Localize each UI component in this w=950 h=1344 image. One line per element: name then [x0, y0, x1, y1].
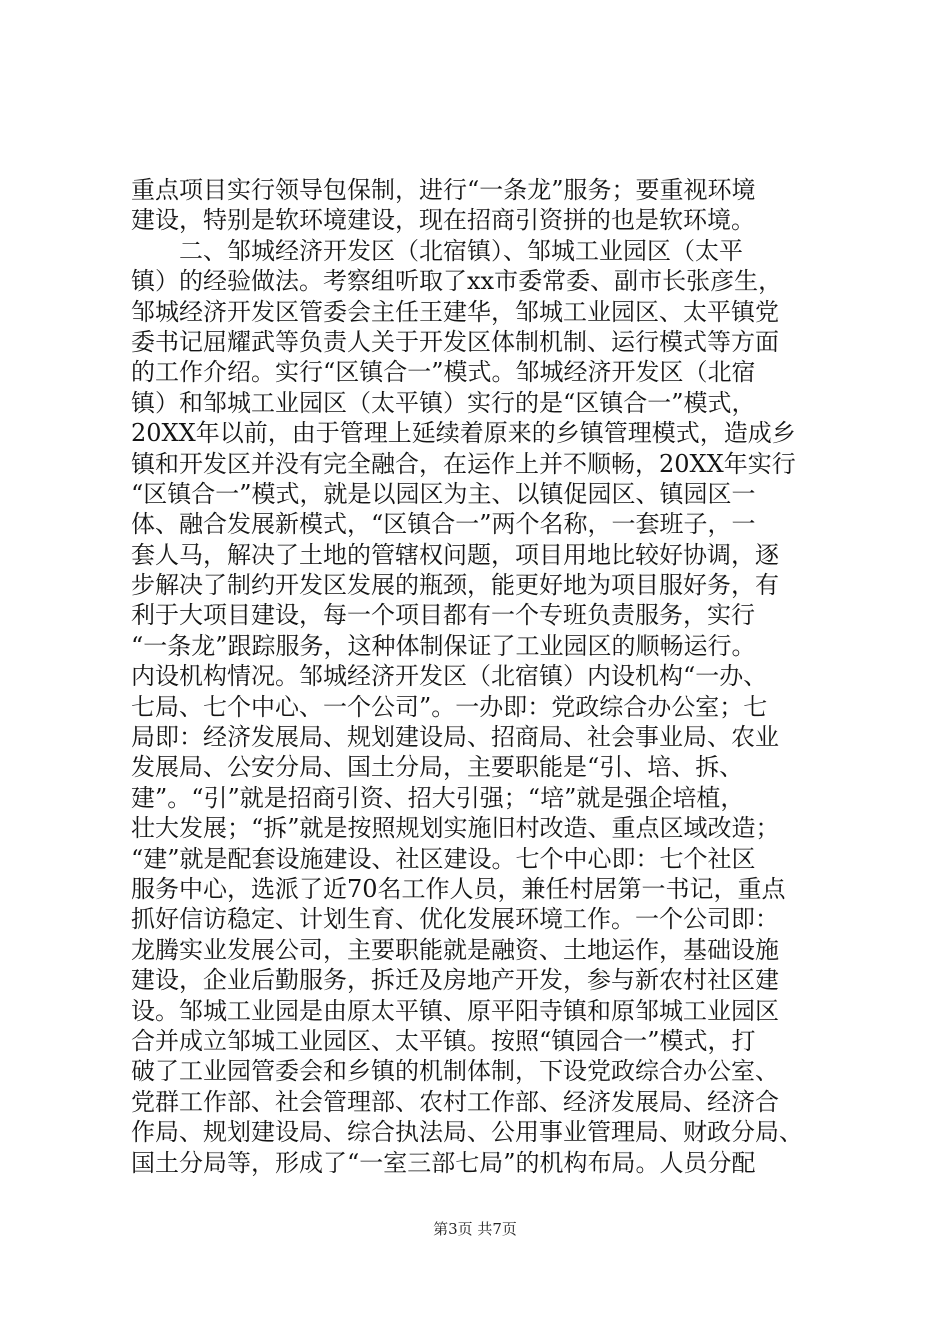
text-line: 抓好信访稳定、计划生育、优化发展环境工作。一个公司即： — [131, 905, 779, 934]
text-line: 设。邹城工业园是由原太平镇、原平阳寺镇和原邹城工业园区 — [131, 996, 779, 1025]
text-line: 发展局、公安分局、国土分局，主要职能是“引、培、拆、 — [131, 753, 744, 782]
body-text — [131, 175, 831, 1178]
text-line: 邹城经济开发区管委会主任王建华，邹城工业园区、太平镇党 — [131, 297, 779, 326]
text-line: 建设，特别是软环境建设，现在招商引资拼的也是软环境。 — [131, 206, 755, 235]
text-line: 党群工作部、社会管理部、农村工作部、经济发展局、经济合 — [131, 1087, 779, 1116]
text-line: 步解决了制约开发区发展的瓶颈，能更好地为项目服好务，有 — [131, 571, 779, 600]
text-line: 利于大项目建设，每一个项目都有一个专班负责服务，实行 — [131, 601, 755, 630]
text-line: 龙腾实业发展公司，主要职能就是融资、土地运作，基础设施 — [131, 935, 779, 964]
text-line: 壮大发展；“拆”就是按照规划实施旧村改造、重点区域改造； — [131, 814, 780, 843]
text-line: 局即：经济发展局、规划建设局、招商局、社会事业局、农业 — [131, 723, 779, 752]
text-line: 建”。“引”就是招商引资、招大引强；“培”就是强企培植， — [131, 783, 745, 812]
text-line: “建”就是配套设施建设、社区建设。七个中心即：七个社区 — [131, 844, 756, 873]
text-line: 镇）的经验做法。考察组听取了xx市委常委、副市长张彦生， — [131, 267, 783, 296]
text-line: “区镇合一”模式，就是以园区为主、以镇促园区、镇园区一 — [131, 479, 756, 508]
text-line: 二、邹城经济开发区（北宿镇）、邹城工业园区（太平 — [131, 236, 743, 265]
text-line: 国土分局等，形成了“一室三部七局”的机构布局。人员分配 — [131, 1148, 756, 1177]
text-line: 服务中心，选派了近70名工作人员，兼任村居第一书记，重点 — [131, 874, 786, 903]
text-line: 建设，企业后勤服务，拆迁及房地产开发，参与新农村社区建 — [131, 966, 779, 995]
text-line: 重点项目实行领导包保制，进行“一条龙”服务；要重视环境 — [131, 176, 756, 204]
text-line: 委书记屈耀武等负责人关于开发区体制机制、运行模式等方面 — [131, 327, 779, 356]
text-line: “一条龙”跟踪服务，这种体制保证了工业园区的顺畅运行。 — [131, 631, 756, 660]
text-line: 七局、七个中心、一个公司”。一办即：党政综合办公室；七 — [131, 692, 768, 721]
page-number: 第3页 共7页 — [433, 1220, 517, 1238]
text-line: 合并成立邹城工业园区、太平镇。按照“镇园合一”模式，打 — [131, 1026, 756, 1055]
text-line: 体、融合发展新模式，“区镇合一”两个名称，一套班子，一 — [131, 510, 756, 539]
text-line: 内设机构情况。邹城经济开发区（北宿镇）内设机构“一办、 — [131, 662, 768, 691]
text-line: 的工作介绍。实行“区镇合一”模式。邹城经济开发区（北宿 — [131, 358, 756, 387]
text-line: 镇）和邹城工业园区（太平镇）实行的是“区镇合一”模式， — [131, 388, 756, 417]
text-line: 20XX年以前，由于管理上延续着原来的乡镇管理模式，造成乡 — [131, 419, 796, 448]
text-line: 套人马，解决了土地的管辖权问题，项目用地比较好协调，逐 — [131, 540, 779, 569]
text-line: 破了工业园管委会和乡镇的机制体制，下设党政综合办公室、 — [131, 1057, 779, 1086]
text-line: 镇和开发区并没有完全融合，在运作上并不顺畅，20XX年实行 — [131, 449, 796, 478]
text-line: 作局、规划建设局、综合执法局、公用事业管理局、财政分局、 — [131, 1118, 803, 1147]
